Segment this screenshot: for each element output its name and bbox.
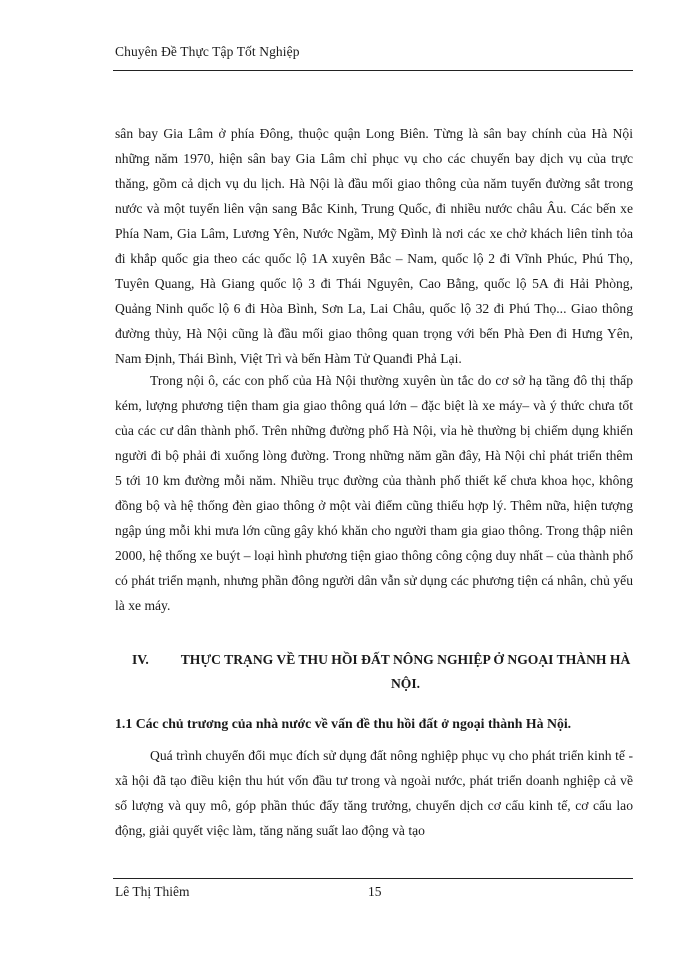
subsection-heading: 1.1 Các chủ trương của nhà nước về vấn đề thu hồi đất ở ngoại thành Hà Nội. (115, 716, 572, 731)
paragraph-inner-city-traffic: Trong nội ô, các con phố của Hà Nội thường xuyên ùn tắc do cơ sở hạ tầng đô thị thấp kém, lượng phương tiện tham gia giao thông quá lớn – đặc biệt là xe máy– và ý thức chưa tốt của các cư dân thành phố. Trên những đường phố Hà Nội, vỉa hè thường bị chiếm dụng khiến người đi bộ phải đi xuống lòng đường. Trong những năm gần đây, Hà Nội chỉ phát triển thêm 5 tới 10 km đường mỗi năm. Nhiều trục đường của thành phố thiết kế chưa khoa học, không đồng bộ và hệ thống đèn giao thông ở một vài điểm cũng thiếu hợp lý. Thêm nữa, hiện tượng ngập úng mỗi khi mưa lớn cũng gây khó khăn cho người tham gia giao thông. Trong thập niên 2000, hệ thống xe buýt – loại hình phương tiện giao thông công cộng duy nhất – của thành phố có phát triển mạnh, nhưng phần đông người dân vẫn sử dụng các phương tiện cá nhân, chủ yếu là xe máy. (115, 373, 633, 613)
page-number: 15 (368, 884, 382, 899)
footer-divider (113, 878, 633, 879)
page-header-title: Chuyên Đề Thực Tập Tốt Nghiệp (115, 44, 300, 59)
paragraph-transport-hubs: sân bay Gia Lâm ở phía Đông, thuộc quận Long Biên. Từng là sân bay chính của Hà Nội những năm 1970, hiện sân bay Gia Lâm chỉ phục vụ cho các chuyến bay dịch vụ của trực thăng, gồm cả dịch vụ du lịch. Hà Nội là đầu mối giao thông của năm tuyến đường sắt trong nước và một tuyến liên vận sang Bắc Kinh, Trung Quốc, đi nhiều nước châu Âu. Các bến xe Phía Nam, Gia Lâm, Lương Yên, Nước Ngầm, Mỹ Đình là nơi các xe chở khách liên tỉnh tỏa đi khắp quốc gia theo các quốc lộ 1A xuyên Bắc – Nam, quốc lộ 2 đi Vĩnh Phúc, Phú Thọ, Tuyên Quang, Hà Giang quốc lộ 3 đi Thái Nguyên, Cao Bằng, quốc lộ 5A đi Hải Phòng, Quảng Ninh quốc lộ 6 đi Hòa Bình, Sơn La, Lai Châu, quốc lộ 32 đi Phú Thọ... Giao thông đường thủy, Hà Nội cũng là đầu mối giao thông quan trọng với bến Phà Đen đi Hưng Yên, Nam Định, Thái Bình, Việt Trì và bến Hàm Tử Quanđi Phả Lại. (115, 126, 633, 366)
section-title: THỰC TRẠNG VỀ THU HỒI ĐẤT NÔNG NGHIỆP Ở NGOẠI THÀNH HÀ NỘI. (180, 652, 631, 691)
section-number: IV. (132, 652, 149, 667)
paragraph-land-conversion: Quá trình chuyển đổi mục đích sử dụng đất nông nghiệp phục vụ cho phát triển kinh tế - xã hội đã tạo điều kiện thu hút vốn đầu tư trong và ngoài nước, phát triển doanh nghiệp cả về số lượng và quy mô, góp phần thúc đẩy tăng trưởng, chuyển dịch cơ cấu kinh tế, cơ cấu lao động, giải quyết việc làm, tăng năng suất lao động và tạo (115, 748, 633, 838)
footer-author: Lê Thị Thiêm (115, 884, 190, 899)
section-heading (115, 648, 633, 696)
header-divider (113, 70, 633, 71)
